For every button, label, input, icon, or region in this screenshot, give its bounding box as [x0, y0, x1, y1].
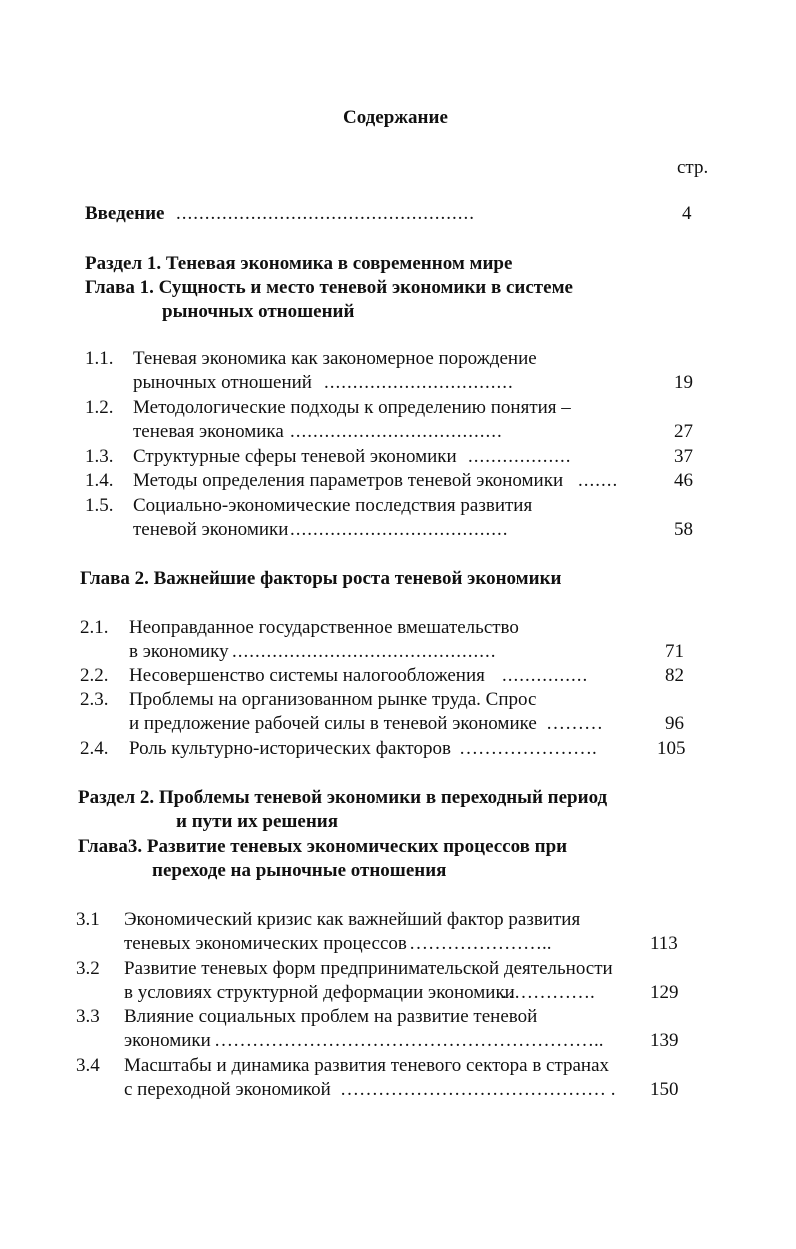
toc-item-number: 3.3	[76, 1006, 100, 1027]
toc-item-text-cont: с переходной экономикой	[124, 1079, 331, 1100]
toc-item-page: 27	[674, 421, 693, 442]
toc-item-page: 105	[657, 738, 686, 759]
toc-item-leader: ...............	[502, 665, 589, 686]
toc-item-leader: …………………..	[409, 933, 552, 954]
toc-item-page: 139	[650, 1030, 679, 1051]
toc-item-page: 46	[674, 470, 693, 491]
intro-page: 4	[682, 203, 692, 224]
toc-item-text: Методологические подходы к определению понятия –	[133, 397, 571, 418]
toc-item-number: 2.3.	[80, 689, 109, 710]
toc-item-text: Теневая экономика как закономерное порождение	[133, 348, 537, 369]
toc-item-leader: ..................	[468, 446, 572, 467]
toc-item-number: 1.4.	[85, 470, 114, 491]
intro-leader: ....................................................	[176, 203, 475, 224]
toc-item-page: 58	[674, 519, 693, 540]
toc-item-text: Несовершенство системы налогообложения	[129, 665, 485, 686]
toc-item-page: 150	[650, 1079, 679, 1100]
chapter3-title-cont: переходе на рыночные отношения	[152, 860, 447, 881]
toc-item-text: Структурные сферы теневой экономики	[133, 446, 457, 467]
section2-heading: Раздел 2. Проблемы теневой экономики в переходный период	[78, 787, 608, 808]
toc-item-page: 37	[674, 446, 693, 467]
toc-item-text-cont: теневая экономика	[133, 421, 284, 442]
toc-item-number: 2.2.	[80, 665, 109, 686]
toc-item-page: 19	[674, 372, 693, 393]
toc-item-text: Проблемы на организованном рынке труда. Спрос	[129, 689, 537, 710]
toc-item-text: Развитие теневых форм предпринимательской деятельности	[124, 958, 613, 979]
toc-item-page: 71	[665, 641, 684, 662]
intro-label: Введение	[85, 203, 165, 224]
chapter2-title: Глава 2. Важнейшие факторы роста теневой экономики	[80, 568, 562, 589]
toc-item-number: 3.2	[76, 958, 100, 979]
toc-item-page: 96	[665, 713, 684, 734]
toc-item-leader: …………….	[495, 982, 595, 1003]
toc-item-number: 2.1.	[80, 617, 109, 638]
page-column-label: стр.	[677, 157, 709, 178]
toc-item-text: Масштабы и динамика развития теневого сектора в странах	[124, 1055, 610, 1076]
toc-item-text-cont: в экономику	[129, 641, 229, 662]
toc-item-leader: .....................................	[290, 421, 503, 442]
chapter3-title: Глава3. Развитие теневых экономических процессов при	[78, 836, 568, 857]
toc-item-number: 3.4	[76, 1055, 100, 1076]
toc-item-leader: …………………………………… .	[340, 1079, 616, 1100]
toc-item-text: Неоправданное государственное вмешательство	[129, 617, 519, 638]
toc-item-text-cont: экономики	[124, 1030, 211, 1051]
toc-item-leader: ......................................	[290, 519, 509, 540]
toc-item-text: Методы определения параметров теневой экономики	[133, 470, 564, 491]
toc-item-number: 1.2.	[85, 397, 114, 418]
toc-item-text-cont: в условиях структурной деформации экономики	[124, 982, 515, 1003]
toc-item-text: Социально-экономические последствия развития	[133, 495, 533, 516]
toc-item-number: 2.4.	[80, 738, 109, 759]
toc-item-page: 129	[650, 982, 679, 1003]
chapter1-title: Глава 1. Сущность и место теневой экономики в системе	[85, 277, 573, 298]
toc-item-number: 1.3.	[85, 446, 114, 467]
section1-heading: Раздел 1. Теневая экономика в современном мире	[85, 253, 513, 274]
toc-item-text-cont: и предложение рабочей силы в теневой экономике	[129, 713, 537, 734]
toc-item-text: Роль культурно-исторических факторов	[129, 738, 451, 759]
toc-item-leader: ……………………………………………………..	[214, 1030, 604, 1051]
toc-item-number: 1.5.	[85, 495, 114, 516]
toc-item-number: 1.1.	[85, 348, 114, 369]
toc-item-page: 113	[650, 933, 678, 954]
toc-item-page: 82	[665, 665, 684, 686]
toc-item-leader: .................................	[324, 372, 514, 393]
toc-item-number: 3.1	[76, 909, 100, 930]
toc-item-leader: ………………….	[459, 738, 597, 759]
toc-item-text: Влияние социальных проблем на развитие теневой	[124, 1006, 538, 1027]
toc-item-leader: .......	[578, 470, 619, 491]
page-title: Содержание	[343, 107, 448, 128]
chapter1-title-cont: рыночных отношений	[162, 301, 355, 322]
toc-item-leader: ..............................................	[232, 641, 497, 662]
toc-item-text-cont: рыночных отношений	[133, 372, 312, 393]
toc-item-text: Экономический кризис как важнейший фактор развития	[124, 909, 581, 930]
toc-item-text-cont: теневых экономических процессов	[124, 933, 407, 954]
toc-item-leader: ………	[546, 713, 603, 734]
section2-heading-cont: и пути их решения	[176, 811, 339, 832]
toc-item-text-cont: теневой экономики	[133, 519, 289, 540]
